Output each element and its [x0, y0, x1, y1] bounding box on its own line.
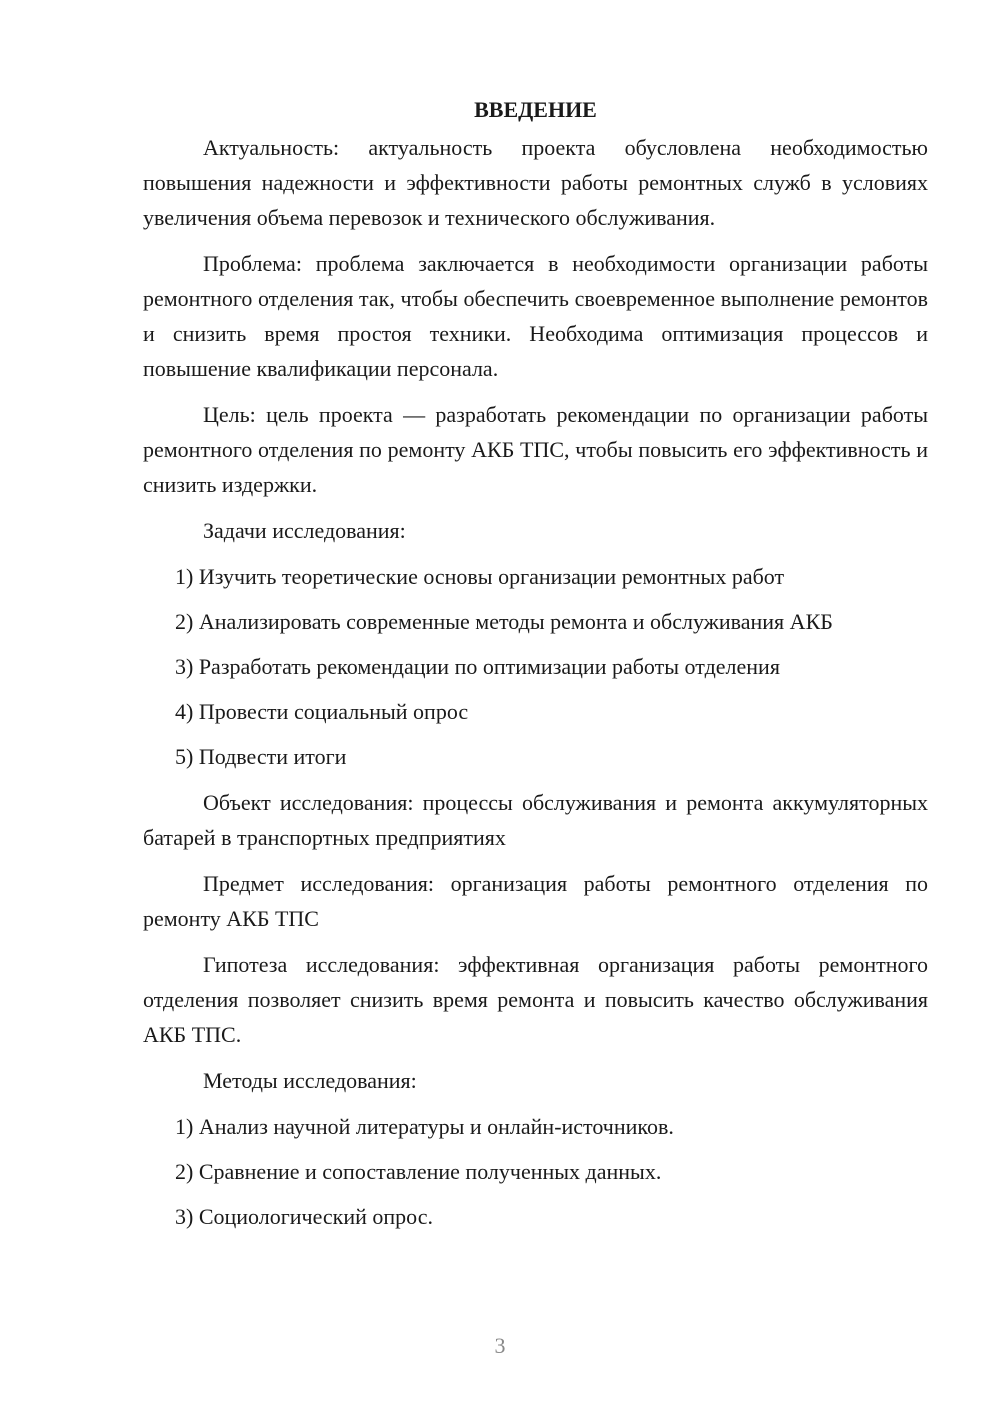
tasks-heading: Задачи исследования: — [203, 518, 406, 543]
problem-paragraph: Проблема: проблема заключается в необходимости организации работы ремонтного отделения так, чтобы обеспечить своевременное выполнение ремонтов и снизить время простоя техники. Необходима оптимизация процессов и повышение квалификации персонала. — [143, 251, 928, 381]
page-number: 3 — [494, 1333, 506, 1358]
list-item: 1) Анализ научной литературы и онлайн-источников. — [175, 1114, 674, 1139]
relevance-paragraph: Актуальность: актуальность проекта обусловлена необходимостью повышения надежности и эффективности работы ремонтных служб в условиях увеличения объема перевозок и технического обслуживания. — [143, 135, 928, 230]
list-item: 5) Подвести итоги — [175, 744, 347, 769]
goal-paragraph: Цель: цель проекта — разработать рекомендации по организации работы ремонтного отделения по ремонту АКБ ТПС, чтобы повысить его эффективность и снизить издержки. — [143, 402, 928, 497]
methods-list — [143, 1109, 928, 1234]
tasks-list — [143, 559, 928, 774]
list-item: 3) Социологический опрос. — [175, 1204, 433, 1229]
list-item: 4) Провести социальный опрос — [175, 699, 469, 724]
section-title: ВВЕДЕНИЕ — [474, 97, 597, 122]
list-item: 1) Изучить теоретические основы организации ремонтных работ — [175, 564, 785, 589]
methods-heading: Методы исследования: — [203, 1068, 417, 1093]
list-item: 2) Анализировать современные методы ремонта и обслуживания АКБ — [175, 609, 833, 634]
hypothesis-paragraph: Гипотеза исследования: эффективная организация работы ремонтного отделения позволяет снизить время ремонта и повысить качество обслуживания АКБ ТПС. — [143, 952, 928, 1047]
subject-paragraph: Предмет исследования: организация работы ремонтного отделения по ремонту АКБ ТПС — [143, 871, 928, 931]
list-item: 2) Сравнение и сопоставление полученных данных. — [175, 1159, 662, 1184]
document-page — [143, 92, 928, 1245]
list-item: 3) Разработать рекомендации по оптимизации работы отделения — [175, 654, 780, 679]
object-paragraph: Объект исследования: процессы обслуживания и ремонта аккумуляторных батарей в транспортных предприятиях — [143, 790, 928, 850]
